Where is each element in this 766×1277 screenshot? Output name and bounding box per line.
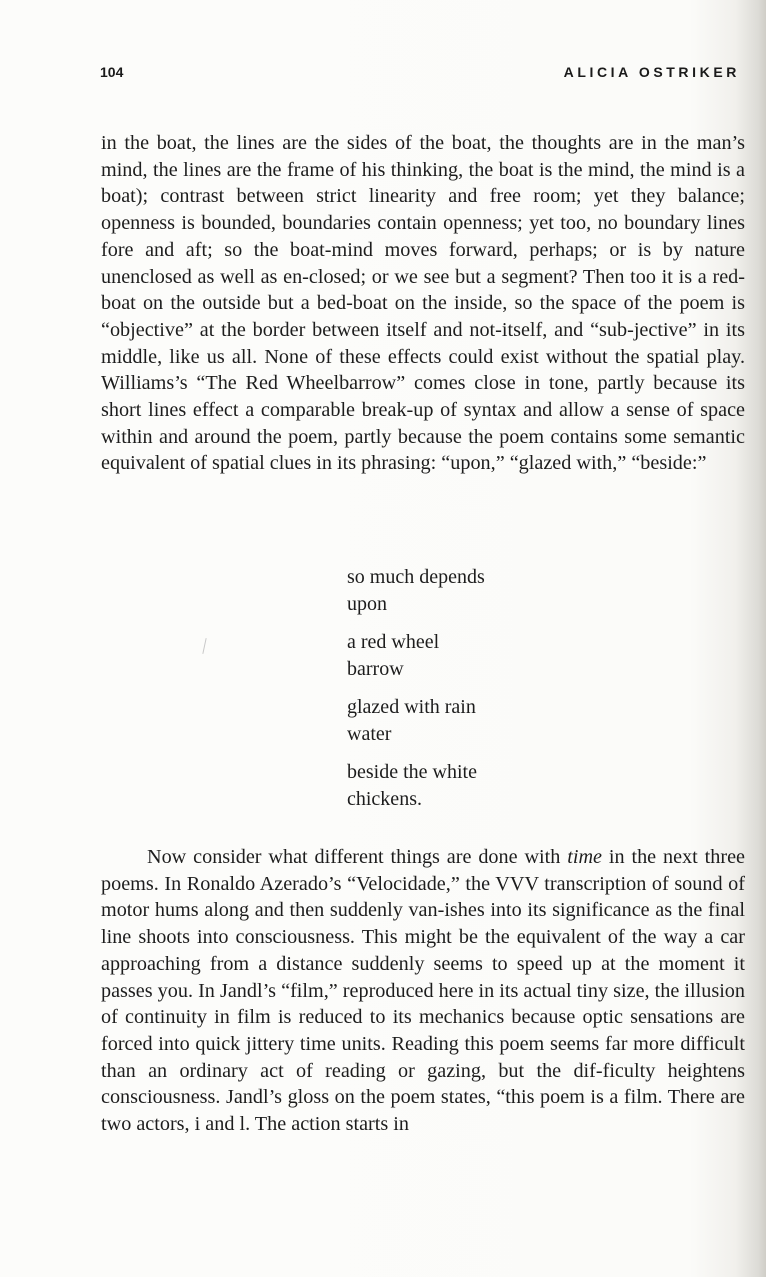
poem-stanza: [347, 694, 485, 748]
poem-stanza: [347, 564, 485, 618]
poem-line: water: [347, 723, 392, 745]
poem-line: barrow: [347, 658, 404, 680]
body-paragraph-1: in the boat, the lines are the sides of the boat, the thoughts are in the man’s mind, the lines are the frame of his thinking, the boat is the mind, the mind is a boat); contrast between strict linearity and free room; yet they balance; openness is bounded, boundaries contain openness; yet too, no boundary lines fore and aft; so the boat-mind moves forward, perhaps; or is by nature unenclosed as well as en-closed; or we see but a segment? Then too it is a red-boat on the outside but a bed-boat on the inside, so the space of the poem is “objective” at the border between itself and not-itself, and “sub-jective” in its middle, like us all. None of these effects could exist without the spatial play. Williams’s “The Red Wheelbarrow” comes close in tone, partly because its short lines effect a comparable break-up of syntax and allow a sense of space within and around the poem, partly because the poem contains some semantic equivalent of spatial clues in its phrasing: “upon,” “glazed with,” “beside:”: [101, 132, 745, 475]
poem-line: glazed with rain: [347, 696, 476, 718]
page-mark: [202, 638, 206, 654]
poem-line: a red wheel: [347, 631, 440, 653]
quoted-poem: [347, 564, 485, 824]
poem-line: upon: [347, 593, 387, 615]
poem-line: chickens.: [347, 788, 422, 810]
poem-stanza: [347, 759, 485, 813]
poem-stanza: [347, 629, 485, 683]
poem-line: so much depends: [347, 566, 485, 588]
page-number: 104: [100, 64, 124, 80]
emphasized-word: time: [567, 846, 602, 868]
paragraph-text: Now consider what different things are done with: [147, 846, 568, 868]
body-paragraph-2: [101, 844, 745, 1138]
running-head: [100, 64, 740, 86]
running-head-author: ALICIA OSTRIKER: [563, 64, 740, 80]
paragraph-text: in the next three poems. In Ronaldo Azerado’s “Velocidade,” the VVV transcription of sound of motor hums along and then suddenly van-ishes into its significance as the final line shoots into consciousness. This might be the equivalent of the way a car approaching from a distance suddenly seems to speed up at the moment it passes you. In Jandl’s “film,” reproduced here in its actual tiny size, the illusion of continuity in film is reduced to its mechanics because optic sensations are forced into quick jittery time units. Reading this poem seems far more difficult than an ordinary act of reading or gazing, but the dif-ficulty heightens consciousness. Jandl’s gloss on the poem states, “this poem is a film. There are two actors, i and l. The action starts in: [101, 846, 746, 1136]
poem-line: beside the white: [347, 761, 477, 783]
